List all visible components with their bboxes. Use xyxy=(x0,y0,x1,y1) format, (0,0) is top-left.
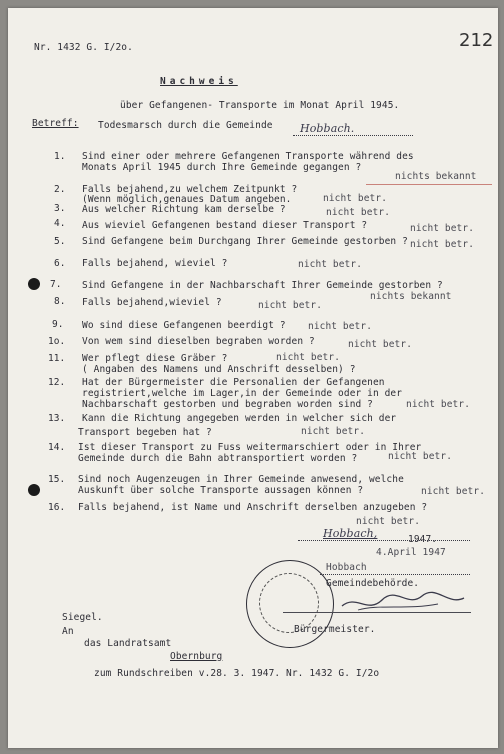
signature-place: Hobbach xyxy=(326,562,367,573)
signature-role: Bürgermeister. xyxy=(294,624,376,635)
subject-label: Betreff: xyxy=(32,118,79,129)
question-10-number: 1o. xyxy=(48,336,66,347)
question-12-answer: nicht betr. xyxy=(406,399,471,410)
question-14-line-2: Gemeinde durch die Bahn abtransportiert worden ? xyxy=(78,453,358,464)
question-5-number: 5. xyxy=(54,236,66,247)
question-5-line-1: Sind Gefangene beim Durchgang Ihrer Gemeinde gestorben ? xyxy=(82,236,408,247)
question-4-line-1: Aus wieviel Gefangenen bestand dieser Transport ? xyxy=(82,220,368,231)
question-3-answer: nicht betr. xyxy=(326,207,391,218)
question-12-number: 12. xyxy=(48,377,66,388)
answer-1-underline xyxy=(366,184,492,185)
punch-hole xyxy=(28,278,40,290)
punch-hole xyxy=(28,484,40,496)
question-10-answer: nicht betr. xyxy=(348,339,413,350)
question-11-line-2: ( Angaben des Namens und Anschrift desselben) ? xyxy=(82,364,356,375)
date-line xyxy=(298,540,470,541)
question-9-line-1: Wo sind diese Gefangenen beerdigt ? xyxy=(82,320,286,331)
question-13-line-2: Transport begeben hat ? xyxy=(78,427,212,438)
question-8-line-1: Falls bejahend,wieviel ? xyxy=(82,297,222,308)
question-5-answer: nicht betr. xyxy=(410,239,475,250)
question-1-number: 1. xyxy=(54,151,66,162)
question-15-answer: nicht betr. xyxy=(421,486,486,497)
question-11-line-1: Wer pflegt diese Gräber ? xyxy=(82,353,228,364)
document-title: Nachweis xyxy=(160,76,238,87)
seal-label: Siegel. xyxy=(62,612,103,623)
document-page xyxy=(8,8,498,748)
signature-line xyxy=(283,612,471,613)
question-14-line-1: Ist dieser Transport zu Fuss weitermarschiert oder in Ihrer xyxy=(78,442,422,453)
document-subtitle: über Gefangenen- Transporte im Monat April 1945. xyxy=(120,100,400,111)
address-city: Obernburg xyxy=(170,651,223,662)
question-15-number: 15. xyxy=(48,474,66,485)
question-2-line-2: (Wenn möglich,genaues Datum angeben. xyxy=(82,194,292,205)
question-3-line-1: Aus welcher Richtung kam derselbe ? xyxy=(82,204,286,215)
question-11-number: 11. xyxy=(48,353,66,364)
question-2-number: 2. xyxy=(54,184,66,195)
question-14-number: 14. xyxy=(48,442,66,453)
signature-year: 1947. xyxy=(408,534,438,545)
question-8-number: 8. xyxy=(54,296,66,307)
signature-date: 4.April 1947 xyxy=(376,547,446,558)
question-2-line-1: Falls bejahend,zu welchem Zeitpunkt ? xyxy=(82,184,298,195)
question-13-line-1: Kann die Richtung angegeben werden in welcher sich der xyxy=(82,413,397,424)
question-6-number: 6. xyxy=(54,258,66,269)
question-13-answer: nicht betr. xyxy=(301,426,366,437)
question-4-number: 4. xyxy=(54,218,66,229)
question-15-line-2: Auskunft über solche Transporte aussagen können ? xyxy=(78,485,364,496)
question-16-answer: nicht betr. xyxy=(356,516,421,527)
question-15-line-1: Sind noch Augenzeugen in Ihrer Gemeinde anwesend, welche xyxy=(78,474,404,485)
signature-place-handwritten: Hobbach, xyxy=(323,527,378,540)
question-9-answer: nicht betr. xyxy=(308,321,373,332)
question-13-number: 13. xyxy=(48,413,66,424)
subject-underline xyxy=(293,135,413,136)
question-7-answer: nichts bekannt xyxy=(370,291,452,302)
subject-place-handwritten: Hobbach. xyxy=(300,122,355,135)
question-9-number: 9. xyxy=(52,319,64,330)
question-10-line-1: Von wem sind dieselben begraben worden ? xyxy=(82,336,315,347)
footer-reference: zum Rundschreiben v.28. 3. 1947. Nr. 1432 G. I/2o xyxy=(94,668,380,679)
document-reference: Nr. 1432 G. I/2o. xyxy=(34,42,133,53)
question-6-line-1: Falls bejahend, wieviel ? xyxy=(82,258,228,269)
address-to: An xyxy=(62,626,74,637)
question-4-answer: nicht betr. xyxy=(410,223,475,234)
question-16-line-1: Falls bejahend, ist Name und Anschrift derselben anzugeben ? xyxy=(78,502,428,513)
question-12-line-3: Nachbarschaft gestorben und begraben worden sind ? xyxy=(82,399,373,410)
question-11-answer: nicht betr. xyxy=(276,352,341,363)
question-1-answer: nichts bekannt xyxy=(395,171,477,182)
question-7-line-1: Sind Gefangene in der Nachbarschaft Ihrer Gemeinde gestorben ? xyxy=(82,280,443,291)
question-1-line-2: Monats April 1945 durch Ihre Gemeinde gegangen ? xyxy=(82,162,362,173)
question-12-line-1: Hat der Bürgermeister die Personalien der Gefangenen xyxy=(82,377,385,388)
question-1-line-1: Sind einer oder mehrere Gefangenen Transporte während des xyxy=(82,151,414,162)
signature-authority: Gemeindebehörde. xyxy=(326,578,420,589)
question-16-number: 16. xyxy=(48,502,66,513)
address-recipient: das Landratsamt xyxy=(84,638,172,649)
place-line xyxy=(320,574,470,575)
question-2-answer: nicht betr. xyxy=(323,193,388,204)
subject-text: Todesmarsch durch die Gemeinde xyxy=(98,120,273,131)
question-3-number: 3. xyxy=(54,203,66,214)
question-14-answer: nicht betr. xyxy=(388,451,453,462)
question-7-number: 7. xyxy=(50,279,62,290)
page-number: 212 xyxy=(459,30,494,51)
question-8-answer: nicht betr. xyxy=(258,300,323,311)
question-12-line-2: registriert,welche im Lager,in der Gemeinde oder in der xyxy=(82,388,403,399)
question-6-answer: nicht betr. xyxy=(298,259,363,270)
